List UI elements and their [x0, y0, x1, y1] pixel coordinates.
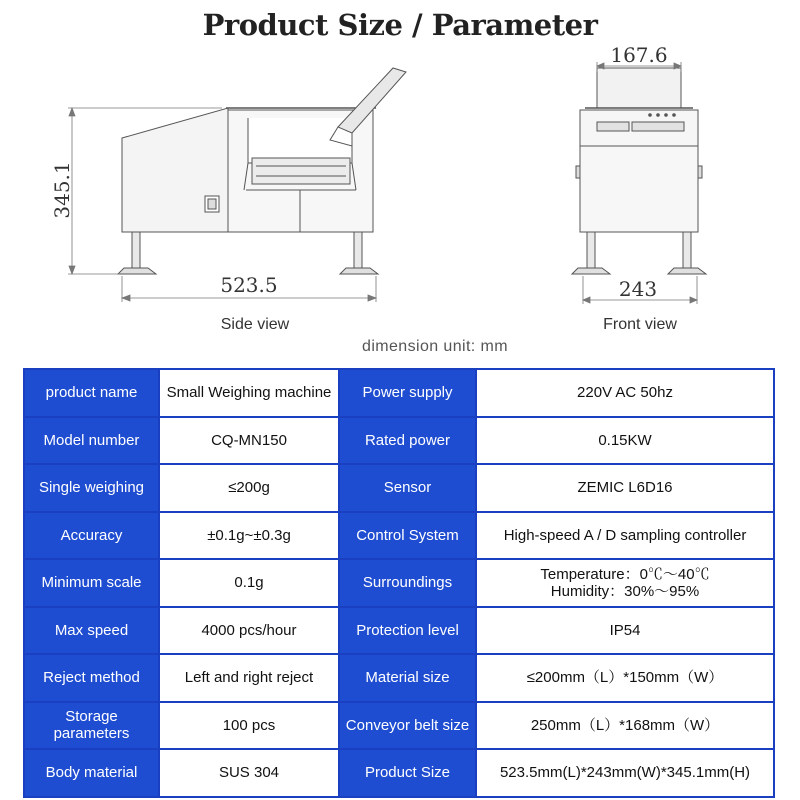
spec-value: 4000 pcs/hour [160, 608, 340, 656]
table-row [23, 750, 775, 798]
spec-label: Sensor [340, 465, 477, 513]
side-height-label: 345.1 [50, 161, 74, 219]
spec-label: Surroundings [340, 560, 477, 608]
table-row [23, 368, 775, 418]
spec-value: 0.1g [160, 560, 340, 608]
spec-table [23, 368, 775, 798]
spec-label: Accuracy [23, 513, 160, 561]
spec-value: ≤200g [160, 465, 340, 513]
spec-label: Material size [340, 655, 477, 703]
spec-value: IP54 [477, 608, 775, 656]
spec-label: Protection level [340, 608, 477, 656]
spec-label: Max speed [23, 608, 160, 656]
temperature-range: Temperature：0℃～40℃ [540, 565, 710, 583]
spec-label: Single weighing [23, 465, 160, 513]
table-row [23, 418, 775, 466]
spec-label: Storage parameters [23, 703, 160, 751]
table-row [23, 703, 775, 751]
spec-value: 250mm（L）*168mm（W） [477, 703, 775, 751]
spec-table-body [23, 368, 775, 798]
spec-value: High-speed A / D sampling controller [477, 513, 775, 561]
spec-value: 523.5mm(L)*243mm(W)*345.1mm(H) [477, 750, 775, 798]
spec-value: 100 pcs [160, 703, 340, 751]
spec-label: Minimum scale [23, 560, 160, 608]
spec-label: Body material [23, 750, 160, 798]
technical-drawings [0, 0, 800, 340]
spec-label: Model number [23, 418, 160, 466]
table-row [23, 560, 775, 608]
front-width-label: 243 [618, 277, 658, 301]
spec-value: Left and right reject [160, 655, 340, 703]
table-row [23, 608, 775, 656]
table-row [23, 465, 775, 513]
spec-label: Rated power [340, 418, 477, 466]
spec-value: 0.15KW [477, 418, 775, 466]
table-row [23, 655, 775, 703]
side-view-drawing [118, 68, 406, 274]
side-length-label: 523.5 [220, 273, 278, 297]
spec-label: Power supply [340, 368, 477, 418]
spec-label: Conveyor belt size [340, 703, 477, 751]
front-top-label: 167.6 [610, 43, 668, 67]
spec-value: ≤200mm（L）*150mm（W） [477, 655, 775, 703]
spec-value: Small Weighing machine [160, 368, 340, 418]
spec-value: SUS 304 [160, 750, 340, 798]
spec-value: CQ-MN150 [160, 418, 340, 466]
humidity-range: Humidity：30%～95% [550, 582, 700, 600]
spec-value: 220V AC 50hz [477, 368, 775, 418]
spec-label: Product Size [340, 750, 477, 798]
front-view-drawing [572, 68, 706, 274]
spec-label: Control System [340, 513, 477, 561]
spec-value-multiline [477, 560, 775, 608]
front-view-caption: Front view [603, 316, 677, 333]
dimension-unit-note: dimension unit: mm [362, 338, 508, 355]
spec-label: product name [23, 368, 160, 418]
page-title: Product Size / Parameter [202, 8, 598, 42]
spec-value: ZEMIC L6D16 [477, 465, 775, 513]
spec-label: Reject method [23, 655, 160, 703]
spec-value: ±0.1g~±0.3g [160, 513, 340, 561]
table-row [23, 513, 775, 561]
side-view-caption: Side view [220, 316, 290, 333]
